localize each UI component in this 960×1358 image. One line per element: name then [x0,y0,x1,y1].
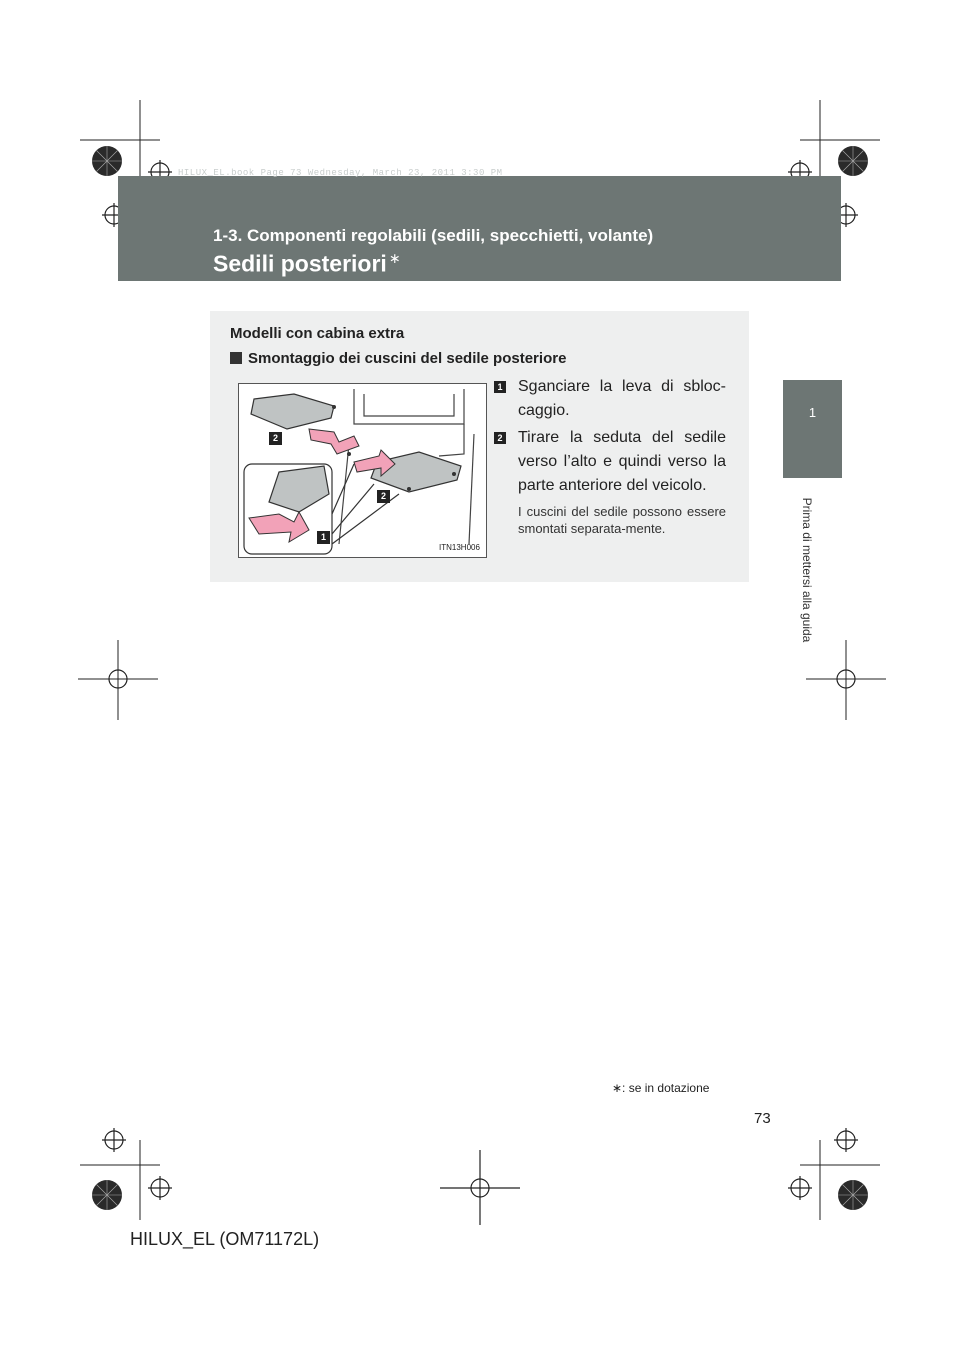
chapter-tab [783,380,842,478]
figure-callout: 2 [269,432,282,445]
page-number: 73 [754,1110,771,1127]
section-label: 1-3. Componenti regolabili (sedili, specchietti, volante) [213,226,654,245]
seat-cushion-figure [238,383,487,558]
figure-code: ITN13H006 [439,543,480,552]
step-item [494,375,726,423]
footnote: ∗: se in dotazione [612,1081,710,1095]
step-number-badge: 1 [494,381,506,393]
book-stamp: HILUX_EL.book Page 73 Wednesday, March 23, 2011 3:30 PM [178,168,503,178]
step-text: Tirare la seduta del sedile verso l’alto e quindi verso la parte anteriore del veicolo. [518,429,726,494]
title-marker: ∗ [388,250,401,266]
page-title [213,250,401,278]
figure-callout: 2 [377,490,390,503]
figure-callout: 1 [317,531,330,544]
subheading [230,350,566,367]
box-title: Modelli con cabina extra [230,325,405,342]
chapter-side-label [797,497,817,643]
chapter-tab-number: 1 [808,405,817,420]
step-number-badge: 2 [494,432,506,444]
square-bullet-icon [230,352,242,364]
chapter-side-label-text: Prima di mettersi alla guida [800,497,814,643]
note-text: I cuscini del sedile possono essere smontati separata-mente. [518,504,726,536]
step-item [494,426,726,498]
subheading-text: Smontaggio dei cuscini del sedile posteriore [248,350,567,367]
seat-cushion-illustration [239,384,486,557]
model-code: HILUX_EL (OM71172L) [130,1229,320,1249]
step-text: Sganciare la leva di sbloc-caggio. [518,378,726,419]
page-title-text: Sedili posteriori [213,250,387,277]
